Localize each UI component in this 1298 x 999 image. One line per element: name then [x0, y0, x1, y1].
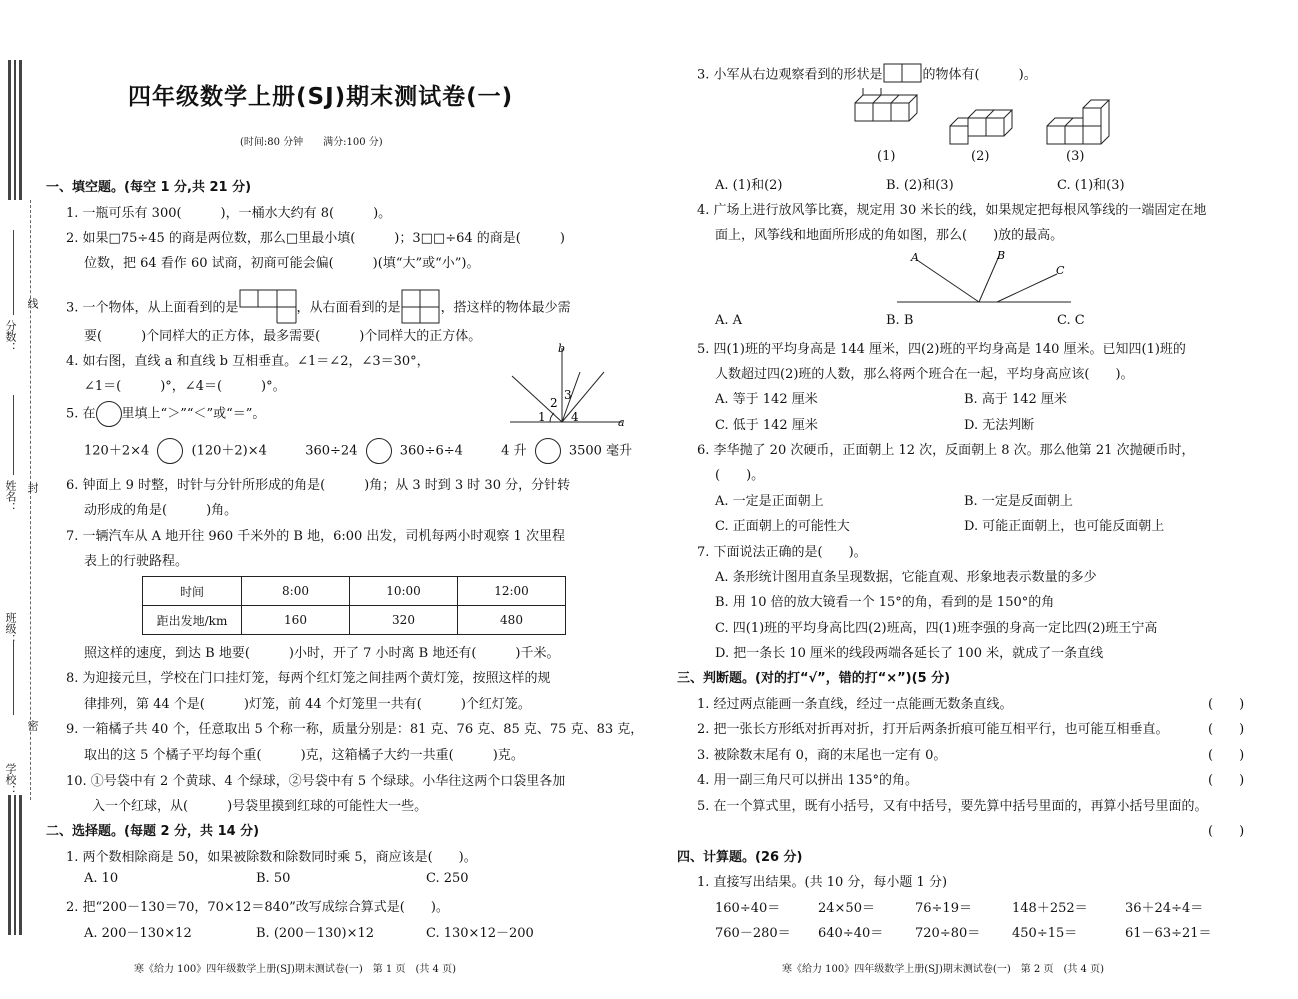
- calc-row1-item3: 76÷19＝: [915, 901, 972, 916]
- fill-q8-line2: 律排列，第 44 个是( )灯笼，前 44 个灯笼里一共有( )个红灯笼。: [84, 697, 531, 712]
- right-view-figure: [401, 288, 441, 328]
- compare-circle-1[interactable]: [157, 438, 183, 464]
- compare-right-3: 3500 毫升: [568, 443, 633, 459]
- p2-q7-option-a[interactable]: A. 条形统计图用直条呈现数据，它能直观、形象地表示数量的多少: [715, 570, 1097, 585]
- p2-q5-line2: 人数超过四(2)班的人数，那么将两个班合在一起，平均身高应该( )。: [715, 367, 1134, 382]
- p2-q3: [697, 62, 1037, 88]
- fill-q2-line1: 2. 如果□75÷45 的商是两位数，那么□里最小填( )；3□□÷64 的商是( ): [66, 231, 565, 246]
- angle-figure: [500, 342, 630, 432]
- judge-item-3: 3. 被除数末尾有 0，商的末尾也一定有 0。: [697, 748, 947, 763]
- margin-score-line: [13, 230, 14, 315]
- top-view-figure: [239, 288, 297, 328]
- judge-paren-3[interactable]: ( ): [1208, 748, 1245, 763]
- margin-name-label: 姓名：: [4, 480, 17, 513]
- speed-table: [142, 576, 566, 635]
- figure-angle-1: 1: [538, 410, 546, 424]
- fill-q9-line1: 9. 一箱橘子共 40 个，任意取出 5 个称一称，质量分别是：81 克、76 克、85 克、75 克、83 克，: [66, 722, 644, 737]
- fill-q3-text-c: ，搭这样的物体最少需: [440, 300, 571, 316]
- page-1-footer: 寒《给力 100》四年级数学上册(SJ)期末测试卷(一) 第 1 页 (共 4 页): [134, 964, 456, 975]
- fill-q3-text-a: 3. 一个物体，从上面看到的是: [66, 300, 239, 316]
- page-2-footer: 寒《给力 100》四年级数学上册(SJ)期末测试卷(一) 第 2 页 (共 4 页): [782, 964, 1104, 975]
- p2-q4-line2: 面上，风筝线和地面所形成的角如图，那么( )放的最高。: [715, 228, 1064, 243]
- calc-row1-item1: 160÷40＝: [715, 901, 781, 916]
- fill-q10-line2: 入一个红球，从( )号袋里摸到红球的可能性大一些。: [92, 799, 428, 814]
- fill-q5-text-a: 5. 在: [66, 406, 96, 422]
- figure-angle-3: 3: [564, 388, 572, 402]
- p2-q5-option-c[interactable]: C. 低于 142 厘米: [715, 418, 818, 433]
- judge-item-1: 1. 经过两点能画一条直线，经过一点能画无数条直线。: [697, 697, 1013, 712]
- fill-q6-line1: 6. 钟面上 9 时整，时针与分针所形成的角是( )角；从 3 时到 3 时 30 分，分针转: [66, 478, 571, 493]
- p2-q4-option-b[interactable]: B. B: [886, 313, 914, 328]
- choice-q2-option-b[interactable]: B. (200－130)×12: [256, 926, 375, 941]
- p2-q5-line1: 5. 四(1)班的平均身高是 144 厘米，四(2)班的平均身高是 140 厘米。已知四(1)班的: [697, 342, 1186, 357]
- p2-q6-option-a[interactable]: A. 一定是正面朝上: [715, 494, 824, 509]
- section-4-heading: 四、计算题。(26 分): [677, 850, 803, 865]
- cube-figure-3: [1042, 98, 1122, 152]
- judge-item-5: 5. 在一个算式里，既有小括号，又有中括号，要先算中括号里面的，再算小括号里面的。: [697, 799, 1208, 814]
- table-cell: 距出发地/km: [143, 606, 242, 635]
- choice-q1-option-a[interactable]: A. 10: [84, 871, 119, 886]
- binding-bars: [8, 60, 26, 200]
- fill-q3-line1: [66, 288, 571, 328]
- p2-q7: 7. 下面说法正确的是( )。: [697, 545, 867, 560]
- p2-q3-option-b[interactable]: B. (2)和(3): [886, 178, 954, 193]
- calc-row2-item2: 640÷40＝: [818, 926, 884, 941]
- judge-item-4: 4. 用一副三角尺可以拼出 135°的角。: [697, 773, 918, 788]
- fill-q7-line1: 7. 一辆汽车从 A 地开往 960 千米外的 B 地，6:00 出发，司机每两小时观察 1 次里程: [66, 529, 565, 544]
- section-2-heading: 二、选择题。(每题 2 分，共 14 分): [46, 824, 260, 839]
- figure-angle-2: 2: [550, 396, 558, 410]
- margin-feng-char: 封: [26, 482, 39, 493]
- margin-score-label: 分数：: [4, 320, 17, 353]
- section-1-heading: 一、填空题。(每空 1 分,共 21 分): [46, 180, 252, 195]
- fill-q1: 1. 一瓶可乐有 300( )，一桶水大约有 8( )。: [66, 206, 392, 221]
- judge-paren-4[interactable]: ( ): [1208, 773, 1245, 788]
- compare-circle-3[interactable]: [535, 438, 561, 464]
- kite-angle-figure: [895, 248, 1075, 308]
- kite-label-c: C: [1056, 264, 1065, 277]
- p2-q6-option-d[interactable]: D. 可能正面朝上，也可能反面朝上: [964, 519, 1165, 534]
- fill-q4-line1: 4. 如右图，直线 a 和直线 b 互相垂直。∠1＝∠2，∠3＝30°，: [66, 354, 430, 369]
- table-cell: 8:00: [242, 577, 350, 606]
- calc-row2-item5: 61－63÷21＝: [1125, 926, 1212, 941]
- table-row: [143, 606, 566, 635]
- p2-q5-option-d[interactable]: D. 无法判断: [964, 418, 1035, 433]
- compare-right-2: 360÷6÷4: [399, 443, 463, 459]
- compare-left-1: 120＋2×4: [84, 443, 150, 459]
- table-row: [143, 577, 566, 606]
- p2-q5-option-b[interactable]: B. 高于 142 厘米: [964, 392, 1067, 407]
- cube-figure-2: [945, 108, 1025, 152]
- p2-q5-option-a[interactable]: A. 等于 142 厘米: [715, 392, 818, 407]
- fill-q2-line2: 位数，把 64 看作 60 试商，初商可能会偏( )(填“大”或“小”)。: [84, 256, 480, 271]
- p2-q7-option-b[interactable]: B. 用 10 倍的放大镜看一个 15°的角，看到的是 150°的角: [715, 595, 1055, 610]
- table-cell: 10:00: [350, 577, 458, 606]
- page-title: 四年级数学上册(SJ)期末测试卷(一): [128, 84, 514, 110]
- choice-q1-option-b[interactable]: B. 50: [256, 871, 291, 886]
- right-view-shape: [883, 62, 923, 88]
- p2-q7-option-d[interactable]: D. 把一条长 10 厘米的线段两端各延长了 100 米，就成了一条直线: [715, 646, 1104, 661]
- p2-q6-option-c[interactable]: C. 正面朝上的可能性大: [715, 519, 850, 534]
- p2-q3-option-a[interactable]: A. (1)和(2): [715, 178, 783, 193]
- choice-q1-option-c[interactable]: C. 250: [426, 871, 469, 886]
- compare-circle: [96, 401, 122, 427]
- margin-mi-char: 密: [26, 720, 39, 731]
- judge-item-2: 2. 把一张长方形纸对折再对折，打开后两条折痕可能互相平行，也可能互相垂直。: [697, 722, 1169, 737]
- judge-paren-2[interactable]: ( ): [1208, 722, 1245, 737]
- margin-xian-char: 线: [26, 298, 39, 309]
- p2-q6-line1: 6. 李华抛了 20 次硬币，正面朝上 12 次，反面朝上 8 次。那么他第 21 次抛硬币时，: [697, 443, 1195, 458]
- table-cell: 160: [242, 606, 350, 635]
- choice-q2-option-a[interactable]: A. 200－130×12: [84, 926, 192, 941]
- p2-q4-option-c[interactable]: C. C: [1057, 313, 1085, 328]
- judge-paren-1[interactable]: ( ): [1208, 697, 1245, 712]
- margin-school-label: 学校：: [4, 763, 17, 796]
- table-cell: 320: [350, 606, 458, 635]
- margin-class-line: [13, 640, 14, 715]
- fill-q7-line2: 表上的行驶路程。: [84, 554, 189, 569]
- figure-angle-4: 4: [571, 410, 579, 424]
- fill-q4-line2: ∠1＝( )°，∠4＝( )°。: [84, 379, 286, 394]
- p2-q3-text-b: 的物体有( )。: [922, 67, 1037, 83]
- binding-dashed-line: [30, 200, 31, 800]
- calc-row1-item5: 36＋24÷4＝: [1125, 901, 1204, 916]
- cube-label-1: (1): [877, 149, 896, 164]
- fill-q5-line1: [66, 401, 265, 427]
- fill-q5-compare-row: [84, 438, 632, 464]
- compare-left-2: 360÷24: [305, 443, 358, 459]
- margin-name-line: [13, 395, 14, 475]
- fill-q5-text-b: 里填上“＞”“＜”或“＝”。: [121, 406, 266, 422]
- kite-label-a: A: [911, 251, 919, 264]
- choice-q2-option-c[interactable]: C. 130×12－200: [426, 926, 534, 941]
- p2-q6-option-b[interactable]: B. 一定是反面朝上: [964, 494, 1073, 509]
- fill-q6-line2: 动形成的角是( )角。: [84, 503, 238, 518]
- table-cell: 12:00: [458, 577, 566, 606]
- compare-right-1: (120＋2)×4: [191, 443, 267, 459]
- table-cell: 时间: [143, 577, 242, 606]
- binding-bars-bottom: [8, 795, 26, 935]
- kite-label-b: B: [997, 249, 1006, 262]
- cube-label-2: (2): [971, 149, 990, 164]
- margin-class-label: 班级：: [4, 612, 17, 645]
- table-cell: 480: [458, 606, 566, 635]
- figure-label-b: b: [558, 342, 566, 355]
- fill-q3-line2: 要( )个同样大的正方体，最多需要( )个同样大的正方体。: [84, 329, 482, 344]
- cube-figure-1: [850, 88, 930, 132]
- section-3-heading: 三、判断题。(对的打“√”，错的打“×”)(5 分): [677, 671, 951, 686]
- cube-label-3: (3): [1066, 149, 1085, 164]
- fill-q9-line2: 取出的这 5 个橘子平均每个重( )克，这箱橘子大约一共重( )克。: [84, 748, 524, 763]
- p2-q7-option-c[interactable]: C. 四(1)班的平均身高比四(2)班高，四(1)班李强的身高一定比四(2)班王宁高: [715, 621, 1158, 636]
- compare-left-3: 4 升: [501, 443, 527, 459]
- p2-q6-line2: ( )。: [715, 468, 765, 483]
- p2-q4-option-a[interactable]: A. A: [715, 313, 743, 328]
- page-subtitle: (时间:80 分钟 满分:100 分): [240, 137, 383, 148]
- calc-row1-item4: 148＋252＝: [1012, 901, 1088, 916]
- calc-row1-item2: 24×50＝: [818, 901, 875, 916]
- calc-row2-item1: 760－280＝: [715, 926, 791, 941]
- fill-q8-line1: 8. 为迎接元旦，学校在门口挂灯笼，每两个红灯笼之间挂两个黄灯笼，按照这样的规: [66, 671, 551, 686]
- fill-q7-line3: 照这样的速度，到达 B 地要( )小时，开了 7 小时离 B 地还有( )千米。: [84, 646, 560, 661]
- choice-q2: 2. 把“200－130＝70，70×12＝840”改写成综合算式是( )。: [66, 900, 449, 915]
- calc-row2-item3: 720÷80＝: [915, 926, 981, 941]
- p2-q3-text-a: 3. 小军从右边观察看到的形状是: [697, 67, 883, 83]
- compare-circle-2[interactable]: [366, 438, 392, 464]
- fill-q10-line1: 10. ①号袋中有 2 个黄球、4 个绿球，②号袋中有 5 个绿球。小华往这两个口袋里各加: [66, 774, 566, 789]
- fill-q3-text-b: ，从右面看到的是: [296, 300, 401, 316]
- calc-q1: 1. 直接写出结果。(共 10 分，每小题 1 分): [697, 875, 948, 890]
- judge-paren-5[interactable]: ( ): [1208, 824, 1245, 839]
- choice-q1: 1. 两个数相除商是 50，如果被除数和除数同时乘 5，商应该是( )。: [66, 850, 477, 865]
- calc-row2-item4: 450÷15＝: [1012, 926, 1078, 941]
- p2-q4-line1: 4. 广场上进行放风筝比赛，规定用 30 米长的线，如果规定把每根风筝线的一端固定在地: [697, 203, 1207, 218]
- figure-label-a: a: [618, 416, 625, 429]
- p2-q3-option-c[interactable]: C. (1)和(3): [1057, 178, 1125, 193]
